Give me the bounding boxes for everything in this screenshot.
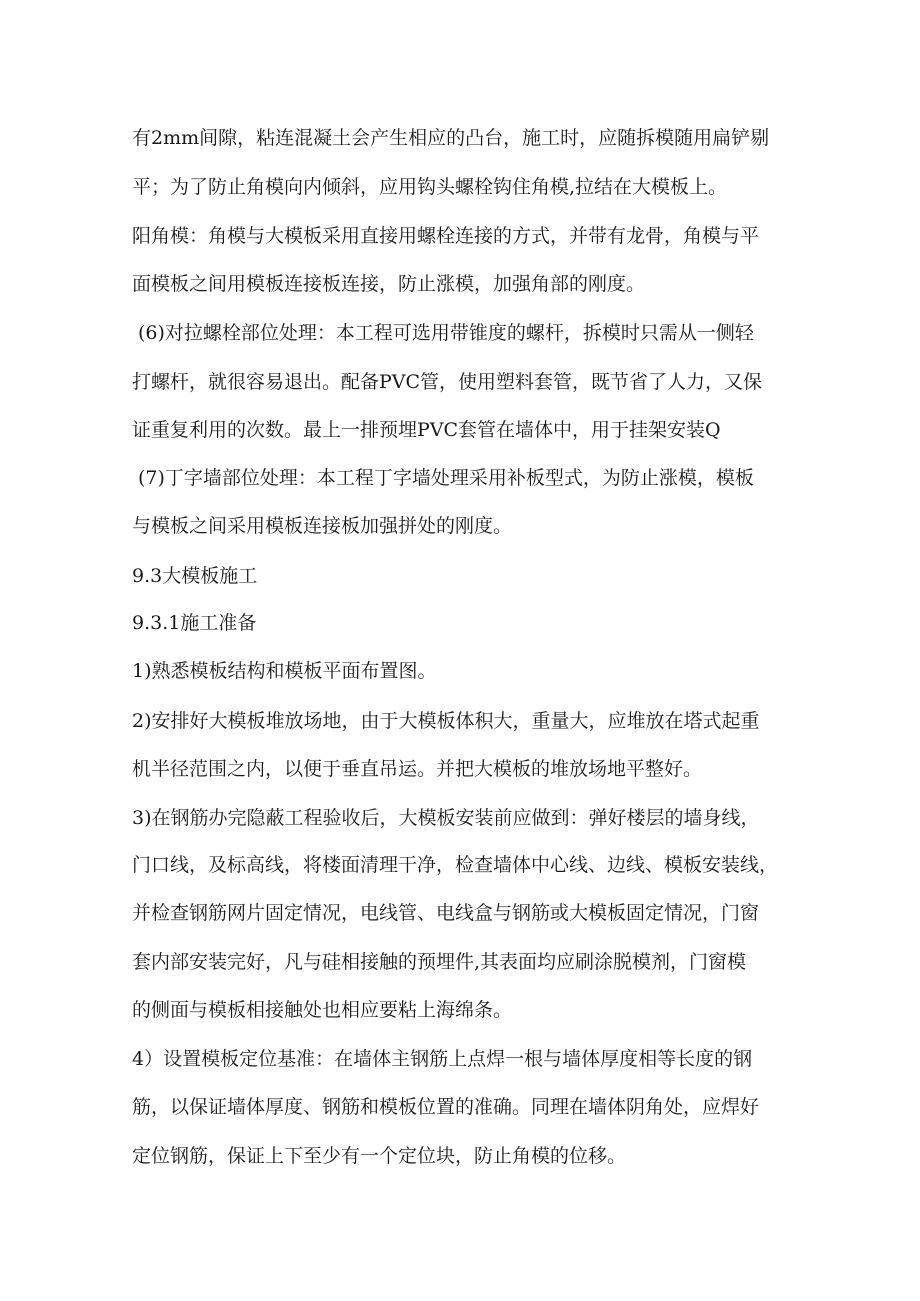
line-text: 2)安排好大模板堆放场地，由于大模板体积大，重量大，应堆放在塔式起重 xyxy=(132,710,760,732)
line-text: 套内部安装完好，凡与硅相接触的预埋件,其表面均应刷涂脱模剂，门窗模 xyxy=(132,951,747,973)
line-text: 门口线，及标高线，将楼面清理干净，检查墙体中心线、边线、模板安装线， xyxy=(132,854,779,876)
line-text: 4）设置模板定位基准：在墙体主钢筋上点焊一根与墙体厚度相等长度的钢 xyxy=(132,1048,753,1070)
line-text: 机半径范围之内，以便于垂直吊运。并把大模板的堆放场地平整好。 xyxy=(132,758,703,780)
line-text: (6)对拉螺栓部位处理：本工程可选用带锥度的螺杆，拆模时只需从一侧轻 xyxy=(138,322,754,344)
line-text: 平；为了防止角模向内倾斜，应用钩头螺栓钩住角模,拉结在大模板上。 xyxy=(132,176,728,198)
line-text: 证重复利用的次数。最上一排预埋PVC套管在墙体中，用于挂架安装Q xyxy=(132,419,721,441)
line-text: 阳角模：角模与大模板采用直接用螺栓连接的方式，并带有龙骨，角模与平 xyxy=(132,225,760,247)
line-text: 与模板之间采用模板连接板加强拼处的刚度。 xyxy=(132,515,513,537)
line-text: 打螺杆，就很容易退出。配备PVC管，使用塑料套管，既节省了人力，又保 xyxy=(132,371,763,393)
line-text: 定位钢筋，保证上下至少有一个定位块，防止角模的位移。 xyxy=(132,1145,627,1167)
line-text: 有2mm间隙，粘连混凝土会产生相应的凸台，施工时，应随拆模随用扁铲剔 xyxy=(132,127,770,149)
line-text: 的侧面与模板相接触处也相应要粘上海绵条。 xyxy=(132,999,513,1021)
heading-text: 9.3.1施工准备 xyxy=(132,612,257,634)
line-text: 并检查钢筋网片固定情况，电线管、电线盒与钢筋或大模板固定情况，门窗 xyxy=(132,902,760,924)
heading-text: 9.3大模板施工 xyxy=(132,565,258,587)
line-text: 面模板之间用模板连接板连接，防止涨模，加强角部的刚度。 xyxy=(132,273,646,295)
line-text: 3)在钢筋办完隐蔽工程验收后，大模板安装前应做到：弹好楼层的墙身线， xyxy=(132,807,760,829)
line-text: (7)丁字墙部位处理：本工程丁字墙处理采用补板型式，为防止涨模，模板 xyxy=(138,467,754,489)
line-text: 1)熟悉模板结构和模板平面布置图。 xyxy=(132,660,437,682)
line-text: 筋，以保证墙体厚度、钢筋和模板位置的准确。同理在墙体阴角处，应焊好 xyxy=(132,1096,760,1118)
